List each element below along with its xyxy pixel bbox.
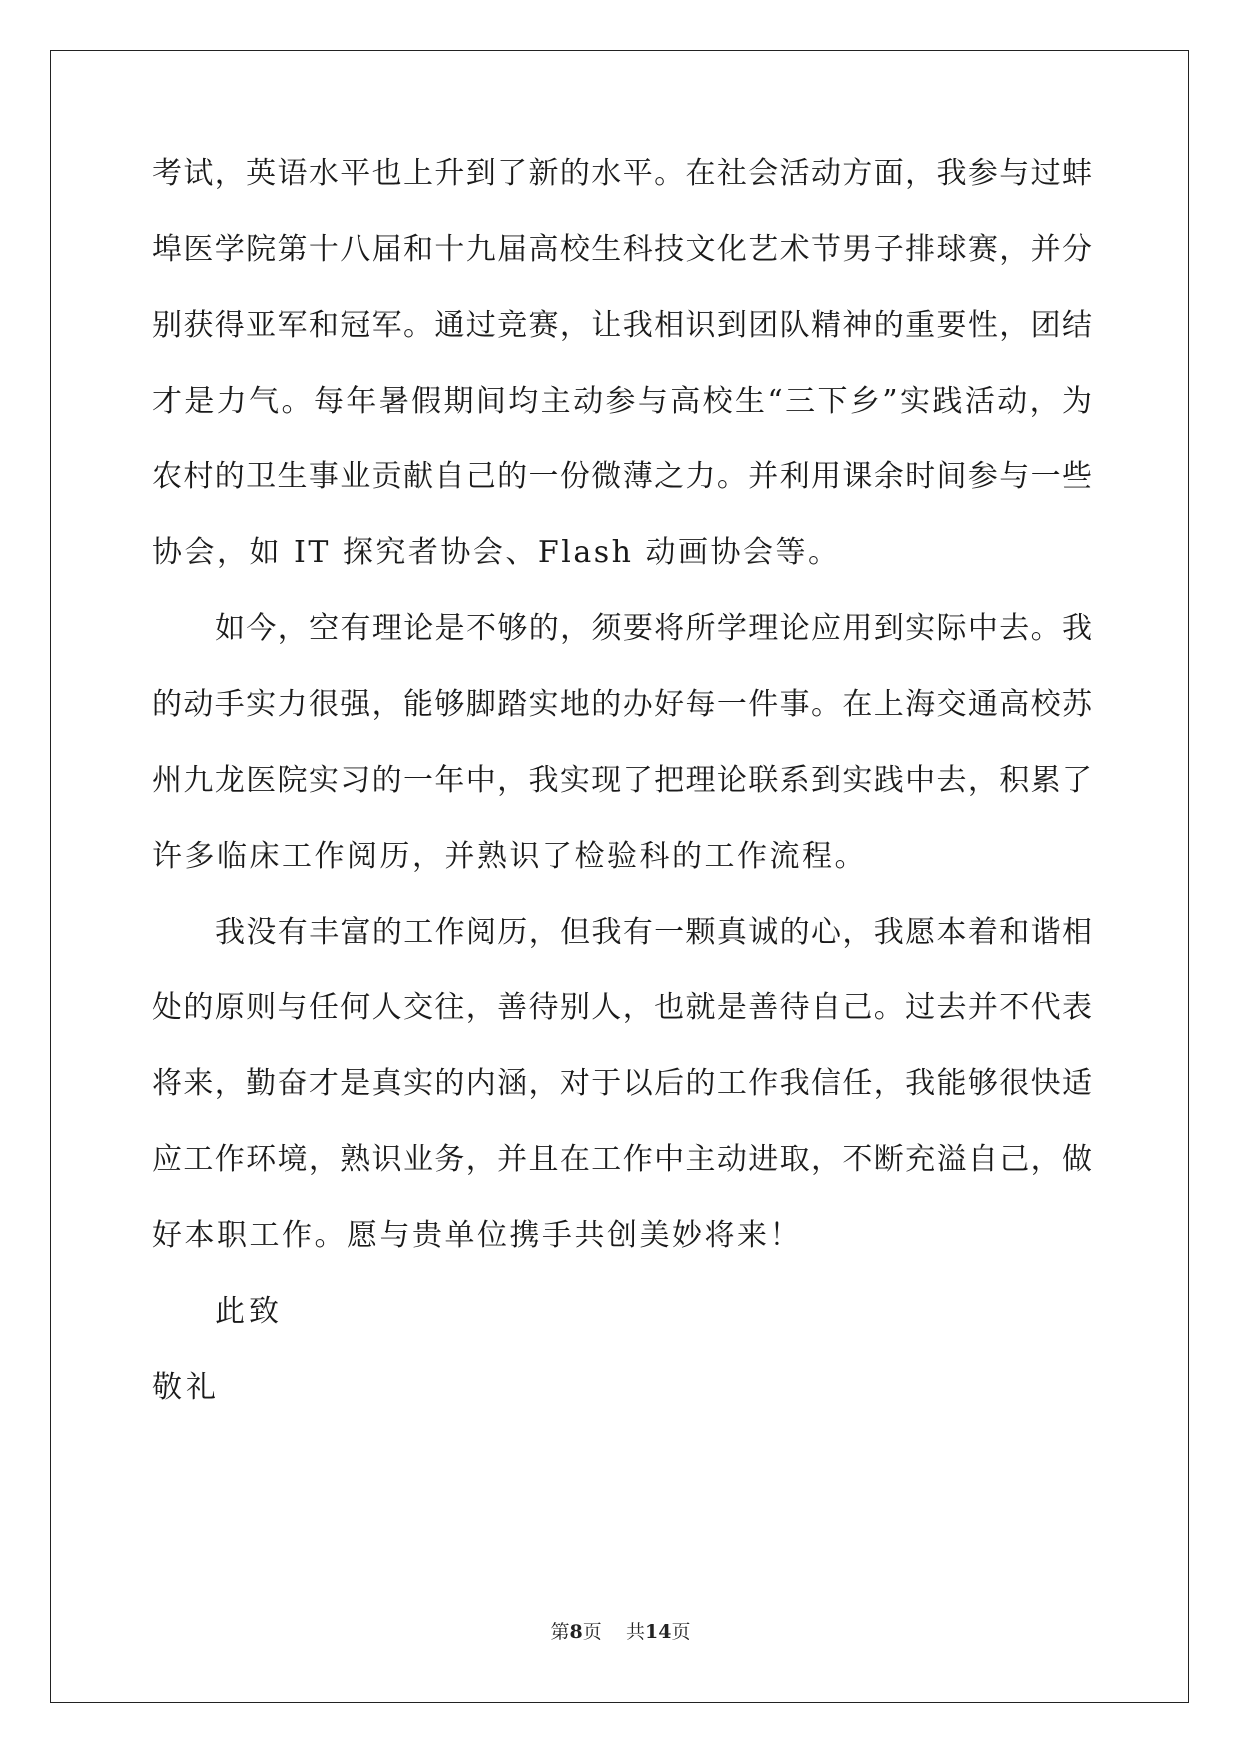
paragraph-2-line-1: 如今，空有理论是不够的，须要将所学理论应用到实际中去。我 [215,611,1092,646]
paragraph-1-line-4: 才是力气。每年暑假期间均主动参与高校生“三下乡”实践活动，为 [152,384,1092,419]
paragraph-2-line-2: 的动手实力很强，能够脚踏实地的办好每一件事。在上海交通高校苏 [152,687,1092,722]
footer-total-pages: 14 [644,1621,672,1643]
regards-text: 敬礼 [152,1370,220,1405]
footer-page-word: 页 [582,1621,602,1643]
paragraph-3-line-1: 我没有丰富的工作阅历，但我有一颗真诚的心，我愿本着和谐相 [215,915,1092,950]
page-footer [0,1620,1241,1644]
paragraph-2-line-3: 州九龙医院实习的一年中，我实现了把理论联系到实践中去，积累了 [152,763,1092,798]
footer-total-suffix: 页 [671,1621,691,1643]
footer-total-prefix: 共 [625,1621,645,1643]
paragraph-1-line-2: 埠医学院第十八届和十九届高校生科技文化艺术节男子排球赛，并分 [152,232,1092,267]
footer-current-page: 8 [569,1621,583,1643]
paragraph-1-line-6: 协会，如 IT 探究者协会、Flash 动画协会等。 [152,535,841,570]
paragraph-1-line-3: 别获得亚军和冠军。通过竞赛，让我相识到团队精神的重要性，团结 [152,308,1092,343]
salutation-text: 此致 [215,1294,283,1329]
footer-prefix: 第 [550,1621,570,1643]
paragraph-1-line-5: 农村的卫生事业贡献自己的一份微薄之力。并利用课余时间参与一些 [152,459,1092,494]
paragraph-3-line-3: 将来，勤奋才是真实的内涵，对于以后的工作我信任，我能够很快适 [152,1066,1092,1101]
paragraph-3-line-5: 好本职工作。愿与贵单位携手共创美妙将来！ [152,1218,802,1253]
paragraph-2-line-4: 许多临床工作阅历，并熟识了检验科的工作流程。 [152,839,867,874]
paragraph-1-line-1: 考试，英语水平也上升到了新的水平。在社会活动方面，我参与过蚌 [152,156,1092,191]
paragraph-3-line-4: 应工作环境，熟识业务，并且在工作中主动进取，不断充溢自己，做 [152,1142,1092,1177]
paragraph-3-line-2: 处的原则与任何人交往，善待别人，也就是善待自己。过去并不代表 [152,990,1092,1025]
